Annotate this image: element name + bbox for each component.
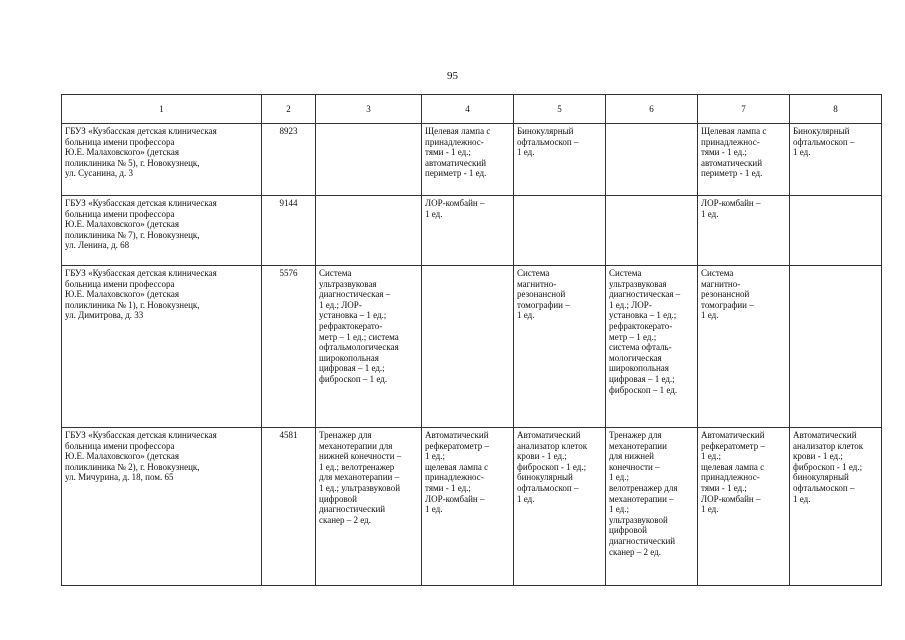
column-header-1: 1: [62, 95, 262, 124]
equipment-cell-4: [422, 266, 514, 428]
column-header-7: 7: [698, 95, 790, 124]
equipment-cell-8: Автоматический анализатор клеток крови - 1 ед.; фиброскоп - 1 ед.; бинокулярный офтальмоскоп – 1 ед.: [790, 428, 882, 586]
column-header-2: 2: [262, 95, 316, 124]
header-row: [62, 95, 882, 124]
equipment-cell-5: [514, 196, 606, 266]
equipment-cell-3: Тренажер для механотерапии для нижней конечности – 1 ед.; велотренажер для механотерапии – 1 ед.; ультразвуковой цифровой диагностический сканер – 2 ед.: [316, 428, 422, 586]
column-header-8: 8: [790, 95, 882, 124]
equipment-cell-3: [316, 124, 422, 196]
column-header-4: 4: [422, 95, 514, 124]
equipment-cell-3: Система ультразвуковая диагностическая – 1 ед.; ЛОР- установка – 1 ед.; рефрактокерато- метр – 1 ед.; система офтальмологическая широкопольная цифровая – 1 ед.; фиброскоп – 1 ед.: [316, 266, 422, 428]
table-row: [62, 196, 882, 266]
equipment-cell-6: [606, 124, 698, 196]
organization-cell: ГБУЗ «Кузбасская детская клиническая больница имени профессора Ю.Е. Малаховского» (детская поликлиника № 5), г. Новокузнецк, ул. Сусанина, д. 3: [62, 124, 262, 196]
equipment-cell-7: Щелевая лампа с принадлежнос- тями - 1 ед.; автоматический периметр - 1 ед.: [698, 124, 790, 196]
table-row: [62, 124, 882, 196]
column-header-3: 3: [316, 95, 422, 124]
page-number: 95: [447, 70, 458, 82]
equipment-cell-7: ЛОР-комбайн – 1 ед.: [698, 196, 790, 266]
equipment-cell-6: Система ультразвуковая диагностическая – 1 ед.; ЛОР- установка – 1 ед.; рефрактокерато- метр – 1 ед.; система офталь- мологическая широкопольная цифровая – 1 ед.; фиброскоп – 1 ед.: [606, 266, 698, 428]
equipment-table: [61, 94, 882, 586]
count-cell: 9144: [262, 196, 316, 266]
equipment-cell-3: [316, 196, 422, 266]
equipment-cell-5: Бинокулярный офтальмоскоп – 1 ед.: [514, 124, 606, 196]
equipment-cell-6: Тренажер для механотерапии для нижней конечности – 1 ед.; велотренажер для механотерапии – 1 ед.; ультразвуковой цифровой диагностический сканер – 2 ед.: [606, 428, 698, 586]
equipment-cell-6: [606, 196, 698, 266]
equipment-cell-5: Система магнитно- резонансной томографии – 1 ед.: [514, 266, 606, 428]
table-row: [62, 266, 882, 428]
count-cell: 8923: [262, 124, 316, 196]
equipment-cell-7: Система магнитно- резонансной томографии – 1 ед.: [698, 266, 790, 428]
organization-cell: ГБУЗ «Кузбасская детская клиническая больница имени профессора Ю.Е. Малаховского» (детская поликлиника № 1), г. Новокузнецк, ул. Димитрова, д. 33: [62, 266, 262, 428]
count-cell: 4581: [262, 428, 316, 586]
organization-cell: ГБУЗ «Кузбасская детская клиническая больница имени профессора Ю.Е. Малаховского» (детская поликлиника № 7), г. Новокузнецк, ул. Ленина, д. 68: [62, 196, 262, 266]
equipment-cell-4: Щелевая лампа с принадлежнос- тями - 1 ед.; автоматический периметр - 1 ед.: [422, 124, 514, 196]
equipment-cell-8: Бинокулярный офтальмоскоп – 1 ед.: [790, 124, 882, 196]
equipment-cell-4: ЛОР-комбайн – 1 ед.: [422, 196, 514, 266]
equipment-cell-8: [790, 266, 882, 428]
column-header-6: 6: [606, 95, 698, 124]
equipment-cell-5: Автоматический анализатор клеток крови - 1 ед.; фиброскоп - 1 ед.; бинокулярный офтальмоскоп – 1 ед.: [514, 428, 606, 586]
table-row: [62, 428, 882, 586]
count-cell: 5576: [262, 266, 316, 428]
equipment-cell-8: [790, 196, 882, 266]
column-header-5: 5: [514, 95, 606, 124]
organization-cell: ГБУЗ «Кузбасская детская клиническая больница имени профессора Ю.Е. Малаховского» (детская поликлиника № 2), г. Новокузнецк, ул. Мичурина, д. 18, пом. 65: [62, 428, 262, 586]
equipment-cell-7: Автоматический рефкератометр – 1 ед.; щелевая лампа с принадлежнос- тями - 1 ед.; ЛОР-комбайн – 1 ед.: [698, 428, 790, 586]
equipment-cell-4: Автоматический рефкератометр – 1 ед.; щелевая лампа с принадлежнос- тями - 1 ед.; ЛОР-комбайн – 1 ед.: [422, 428, 514, 586]
